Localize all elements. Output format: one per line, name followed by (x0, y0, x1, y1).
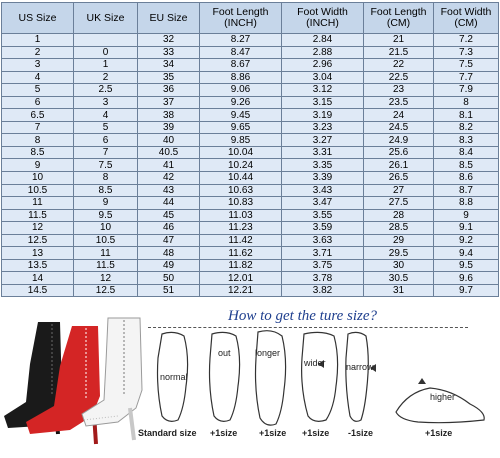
table-cell: 8 (2, 134, 74, 147)
table-cell: 3.39 (282, 172, 364, 185)
boots-product-image (0, 304, 150, 458)
table-row (2, 46, 499, 59)
table-cell: 49 (138, 259, 200, 272)
table-cell: 9 (74, 197, 138, 210)
table-cell: 29.5 (364, 247, 434, 260)
foot-shapes (148, 328, 500, 428)
table-cell: 2.5 (74, 84, 138, 97)
table-row (2, 121, 499, 134)
table-cell: 46 (138, 222, 200, 235)
table-cell: 8.5 (74, 184, 138, 197)
table-cell: 6.5 (2, 109, 74, 122)
longer-foot-icon (256, 331, 286, 425)
table-cell: 9.26 (200, 96, 282, 109)
table-cell: 22.5 (364, 71, 434, 84)
table-cell: 24 (364, 109, 434, 122)
table-cell: 9.45 (200, 109, 282, 122)
table-cell: 1 (74, 59, 138, 72)
table-cell: 9.5 (434, 259, 499, 272)
table-row (2, 109, 499, 122)
table-cell: 36 (138, 84, 200, 97)
table-cell: 44 (138, 197, 200, 210)
table-cell: 33 (138, 46, 200, 59)
table-cell: 28.5 (364, 222, 434, 235)
table-cell: 7.3 (434, 46, 499, 59)
table-cell: 9.5 (74, 209, 138, 222)
table-cell: 21.5 (364, 46, 434, 59)
table-cell: 3.15 (282, 96, 364, 109)
table-row (2, 284, 499, 297)
column-header-text: (CM) (454, 17, 478, 29)
table-row (2, 71, 499, 84)
table-cell: 7.9 (434, 84, 499, 97)
table-cell: 8 (74, 172, 138, 185)
longer-size-label: +1size (259, 428, 287, 438)
table-row (2, 234, 499, 247)
table-row (2, 134, 499, 147)
column-header (434, 3, 499, 34)
table-row (2, 34, 499, 47)
table-cell: 8.4 (434, 146, 499, 159)
column-header-text: (INCH) (306, 17, 339, 29)
table-cell: 27.5 (364, 197, 434, 210)
table-cell: 8.6 (434, 172, 499, 185)
table-cell: 12.21 (200, 284, 282, 297)
table-cell: 5 (74, 121, 138, 134)
table-cell: 9 (2, 159, 74, 172)
table-cell: 3.23 (282, 121, 364, 134)
table-cell: 9.65 (200, 121, 282, 134)
table-cell: 3.55 (282, 209, 364, 222)
table-cell: 10.63 (200, 184, 282, 197)
table-cell: 11 (2, 197, 74, 210)
table-cell: 3.82 (282, 284, 364, 297)
size-table-header-row (2, 3, 499, 34)
size-table-body (2, 34, 499, 297)
table-cell: 3.35 (282, 159, 364, 172)
table-cell: 11.42 (200, 234, 282, 247)
table-cell: 40.5 (138, 146, 200, 159)
table-cell: 3.47 (282, 197, 364, 210)
table-cell: 21 (364, 34, 434, 47)
table-cell: 26.1 (364, 159, 434, 172)
table-cell: 30 (364, 259, 434, 272)
table-cell: 3.63 (282, 234, 364, 247)
narrow-label: narrow (346, 362, 374, 372)
table-cell: 10.5 (2, 184, 74, 197)
table-cell: 28 (364, 209, 434, 222)
table-cell: 8.86 (200, 71, 282, 84)
table-cell (74, 34, 138, 47)
table-cell: 11 (74, 247, 138, 260)
table-row (2, 197, 499, 210)
column-header (74, 3, 138, 34)
table-cell: 29 (364, 234, 434, 247)
column-header (200, 3, 282, 34)
table-cell: 47 (138, 234, 200, 247)
narrow-foot-icon (346, 332, 368, 421)
table-cell: 3.43 (282, 184, 364, 197)
column-header-text: UK Size (86, 11, 125, 24)
table-cell: 10 (2, 172, 74, 185)
size-table (1, 2, 499, 297)
table-cell: 7 (74, 146, 138, 159)
table-cell: 10.44 (200, 172, 282, 185)
table-cell: 3.75 (282, 259, 364, 272)
table-cell: 3.19 (282, 109, 364, 122)
column-header-text: Foot Length (370, 6, 427, 18)
table-row (2, 172, 499, 185)
table-cell: 13.5 (2, 259, 74, 272)
longer-label: longer (255, 348, 281, 358)
table-cell: 48 (138, 247, 200, 260)
table-row (2, 96, 499, 109)
wider-foot-icon (302, 332, 338, 421)
table-cell: 0 (74, 46, 138, 59)
table-cell: 8.2 (434, 121, 499, 134)
table-cell: 8.5 (434, 159, 499, 172)
narrow-size-label: -1size (348, 428, 374, 438)
table-row (2, 146, 499, 159)
table-cell: 14.5 (2, 284, 74, 297)
table-cell: 42 (138, 172, 200, 185)
table-cell: 23 (364, 84, 434, 97)
column-header (282, 3, 364, 34)
table-cell: 50 (138, 272, 200, 285)
table-cell: 8.8 (434, 197, 499, 210)
normal-label: normal (160, 372, 188, 382)
table-cell: 32 (138, 34, 200, 47)
fitting-guide-section (0, 304, 500, 458)
table-cell: 8 (434, 96, 499, 109)
table-row (2, 209, 499, 222)
table-cell: 9.6 (434, 272, 499, 285)
table-cell: 38 (138, 109, 200, 122)
table-cell: 31 (364, 284, 434, 297)
column-header-text: Foot Width (297, 6, 348, 18)
table-cell: 39 (138, 121, 200, 134)
table-row (2, 184, 499, 197)
out-label: out (218, 348, 231, 358)
table-cell: 8.47 (200, 46, 282, 59)
table-cell: 35 (138, 71, 200, 84)
table-cell: 34 (138, 59, 200, 72)
table-cell: 24.5 (364, 121, 434, 134)
table-cell: 51 (138, 284, 200, 297)
table-cell: 12.5 (74, 284, 138, 297)
column-header-text: EU Size (149, 11, 188, 24)
table-cell: 3 (2, 59, 74, 72)
table-row (2, 222, 499, 235)
table-cell: 9.4 (434, 247, 499, 260)
table-cell: 41 (138, 159, 200, 172)
out-foot-icon (210, 332, 240, 421)
table-cell: 7.7 (434, 71, 499, 84)
column-header-text: (INCH) (224, 17, 257, 29)
table-cell: 7.2 (434, 34, 499, 47)
table-cell: 45 (138, 209, 200, 222)
table-cell: 9.06 (200, 84, 282, 97)
table-cell: 24.9 (364, 134, 434, 147)
wider-label: wider (304, 358, 326, 368)
table-cell: 8.5 (2, 146, 74, 159)
column-header-text: Foot Width (440, 6, 492, 18)
column-header (2, 3, 74, 34)
table-cell: 10.5 (74, 234, 138, 247)
table-row (2, 159, 499, 172)
column-header (364, 3, 434, 34)
higher-arrow-icon (418, 378, 426, 384)
table-cell: 14 (2, 272, 74, 285)
table-cell: 8.3 (434, 134, 499, 147)
table-cell: 25.6 (364, 146, 434, 159)
table-cell: 4 (74, 109, 138, 122)
wider-size-label: +1size (302, 428, 330, 438)
table-cell: 5 (2, 84, 74, 97)
table-cell: 3.59 (282, 222, 364, 235)
table-cell: 8.7 (434, 184, 499, 197)
table-cell: 3.27 (282, 134, 364, 147)
table-cell: 11.82 (200, 259, 282, 272)
table-cell: 4 (2, 71, 74, 84)
table-cell: 3.71 (282, 247, 364, 260)
table-cell: 2.84 (282, 34, 364, 47)
table-cell: 8.1 (434, 109, 499, 122)
table-cell: 10.04 (200, 146, 282, 159)
table-cell: 26.5 (364, 172, 434, 185)
table-cell: 2 (74, 71, 138, 84)
column-header (138, 3, 200, 34)
table-cell: 7 (2, 121, 74, 134)
table-cell: 9.1 (434, 222, 499, 235)
table-cell: 11.62 (200, 247, 282, 260)
table-row (2, 84, 499, 97)
table-cell: 3 (74, 96, 138, 109)
table-cell: 12.5 (2, 234, 74, 247)
higher-label: higher (430, 392, 456, 402)
table-cell: 11.03 (200, 209, 282, 222)
table-cell: 12.01 (200, 272, 282, 285)
column-header-text: US Size (18, 11, 57, 24)
table-cell: 13 (2, 247, 74, 260)
table-cell: 8.67 (200, 59, 282, 72)
higher-size-label: +1size (425, 428, 453, 438)
table-row (2, 272, 499, 285)
table-cell: 9.85 (200, 134, 282, 147)
table-cell: 23.5 (364, 96, 434, 109)
table-row (2, 247, 499, 260)
table-cell: 2.88 (282, 46, 364, 59)
table-cell: 2.96 (282, 59, 364, 72)
table-cell: 3.31 (282, 146, 364, 159)
table-cell: 2 (2, 46, 74, 59)
table-cell: 10.24 (200, 159, 282, 172)
table-cell: 11.5 (74, 259, 138, 272)
table-cell: 11.23 (200, 222, 282, 235)
table-cell: 37 (138, 96, 200, 109)
table-cell: 6 (74, 134, 138, 147)
column-header-text: (CM) (386, 17, 411, 29)
table-cell: 7.5 (74, 159, 138, 172)
table-cell: 27 (364, 184, 434, 197)
table-cell: 7.5 (434, 59, 499, 72)
table-cell: 40 (138, 134, 200, 147)
table-cell: 1 (2, 34, 74, 47)
table-cell: 30.5 (364, 272, 434, 285)
table-cell: 9 (434, 209, 499, 222)
table-cell: 9.7 (434, 284, 499, 297)
out-size-label: +1size (210, 428, 238, 438)
table-cell: 9.2 (434, 234, 499, 247)
table-cell: 10.83 (200, 197, 282, 210)
table-cell: 3.04 (282, 71, 364, 84)
table-cell: 12 (2, 222, 74, 235)
column-header-text: Foot Length (212, 6, 269, 18)
table-cell: 43 (138, 184, 200, 197)
table-cell: 8.27 (200, 34, 282, 47)
table-row (2, 59, 499, 72)
table-cell: 10 (74, 222, 138, 235)
table-cell: 6 (2, 96, 74, 109)
fitting-guide-title: How to get the ture size? (228, 308, 378, 324)
standard-size-label: Standard size (138, 428, 197, 438)
table-cell: 3.12 (282, 84, 364, 97)
table-row (2, 259, 499, 272)
table-cell: 22 (364, 59, 434, 72)
table-cell: 11.5 (2, 209, 74, 222)
table-cell: 12 (74, 272, 138, 285)
table-cell: 3.78 (282, 272, 364, 285)
